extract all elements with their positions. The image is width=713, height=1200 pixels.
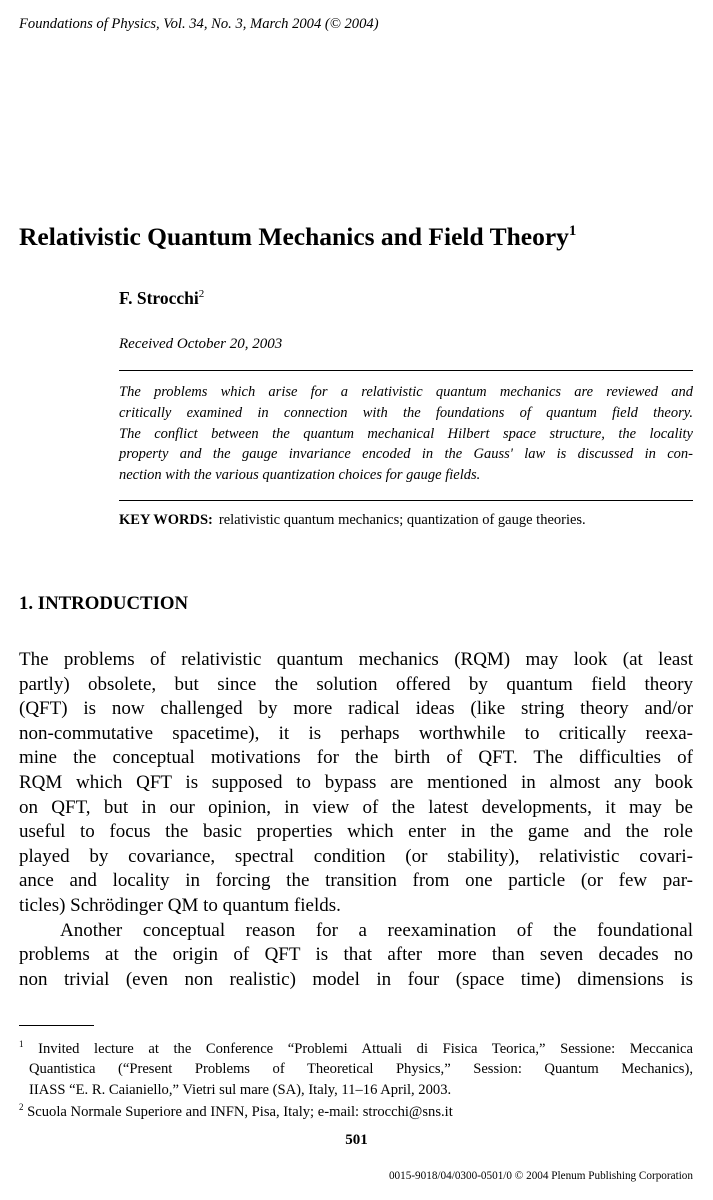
footnote-2-mark: 2 — [19, 1102, 24, 1112]
abstract-line: nection with the various quantization choices for gauge fields. — [119, 467, 481, 484]
body-line: mine the conceptual motivations for the birth of QFT. The difficulties of — [19, 747, 693, 769]
footnote-line: IIASS “E. R. Caianiello,” Vietri sul mare (SA), Italy, 11–16 April, 2003. — [29, 1082, 452, 1099]
footnote-1-mark: 1 — [19, 1039, 24, 1049]
footnote-rule — [19, 1025, 94, 1026]
title-footnote-mark[interactable]: 1 — [568, 222, 577, 239]
body-line: problems at the origin of QFT is that after more than seven decades no — [19, 944, 693, 966]
body-line: RQM which QFT is supposed to bypass are mentioned in almost any book — [19, 771, 693, 793]
abstract-line: The problems which arise for a relativistic quantum mechanics are reviewed and — [119, 384, 693, 400]
section-heading: 1. INTRODUCTION — [19, 593, 189, 614]
title-text: Relativistic Quantum Mechanics and Field Theory — [19, 222, 569, 251]
keywords-label: KEY WORDS: — [119, 512, 213, 528]
abstract-bottom-rule — [119, 500, 693, 501]
paper-title — [19, 222, 576, 252]
author-name: F. Strocchi — [119, 288, 199, 308]
body-line: Another conceptual reason for a reexamination of the foundational — [60, 919, 693, 941]
abstract-line: The conflict between the quantum mechanical Hilbert space structure, the locality — [119, 425, 693, 442]
footnote-line — [19, 1034, 693, 1059]
body-line: played by covariance, spectral condition (or stability), relativistic covari- — [19, 845, 693, 867]
footnote-line: Quantistica (“Present Problems of Theoretical Physics,” Session: Quantum Mechanics), — [29, 1061, 693, 1078]
body-line: non-commutative spacetime), it is perhaps worthwhile to critically reexa- — [19, 722, 693, 744]
author-footnote-mark[interactable]: 2 — [198, 288, 205, 301]
received-date: Received October 20, 2003 — [119, 336, 283, 352]
footnote-line — [19, 1097, 693, 1122]
copyright-line: 0015-9018/04/0300-0501/0 © 2004 Plenum Publishing Corporation — [388, 1170, 693, 1182]
author — [119, 288, 204, 309]
footnote-2-text: Scuola Normale Superiore and INFN, Pisa, Italy; e-mail: strocchi@sns.it — [27, 1103, 453, 1120]
keywords — [119, 512, 586, 529]
body-line: ance and locality in forcing the transition from one particle (or few par- — [19, 870, 693, 892]
page-number: 501 — [345, 1132, 368, 1148]
body-line: on QFT, but in our opinion, in view of the latest developments, it may be — [19, 796, 693, 818]
body-line: The problems of relativistic quantum mechanics (RQM) may look (at least — [19, 649, 693, 670]
abstract-line: property and the gauge invariance encoded in the Gauss' law is discussed in con- — [119, 446, 693, 463]
abstract — [119, 382, 693, 486]
keywords-text: relativistic quantum mechanics; quantization of gauge theories. — [218, 512, 586, 528]
body-line: useful to focus the basic properties which enter in the game and the role — [19, 821, 693, 843]
abstract-top-rule — [119, 370, 693, 371]
body-line: non trivial (even non realistic) model in four (space time) dimensions is — [19, 968, 693, 990]
body-line: (QFT) is now challenged by more radical ideas (like string theory and/or — [19, 698, 693, 720]
body-text — [19, 648, 693, 992]
abstract-line: critically examined in connection with the foundations of quantum field theory. — [119, 404, 693, 421]
footnote-2 — [19, 1097, 693, 1122]
body-line: partly) obsolete, but since the solution offered by quantum field theory — [19, 673, 693, 695]
footnote-1-text: Invited lecture at the Conference “Problemi Attuali di Fisica Teorica,” Sessione: Meccanica — [38, 1040, 693, 1057]
footnote-1 — [19, 1034, 693, 1101]
body-line: ticles) Schrödinger QM to quantum fields. — [19, 894, 341, 916]
journal-citation: Foundations of Physics, Vol. 34, No. 3, March 2004 (© 2004) — [19, 16, 379, 32]
